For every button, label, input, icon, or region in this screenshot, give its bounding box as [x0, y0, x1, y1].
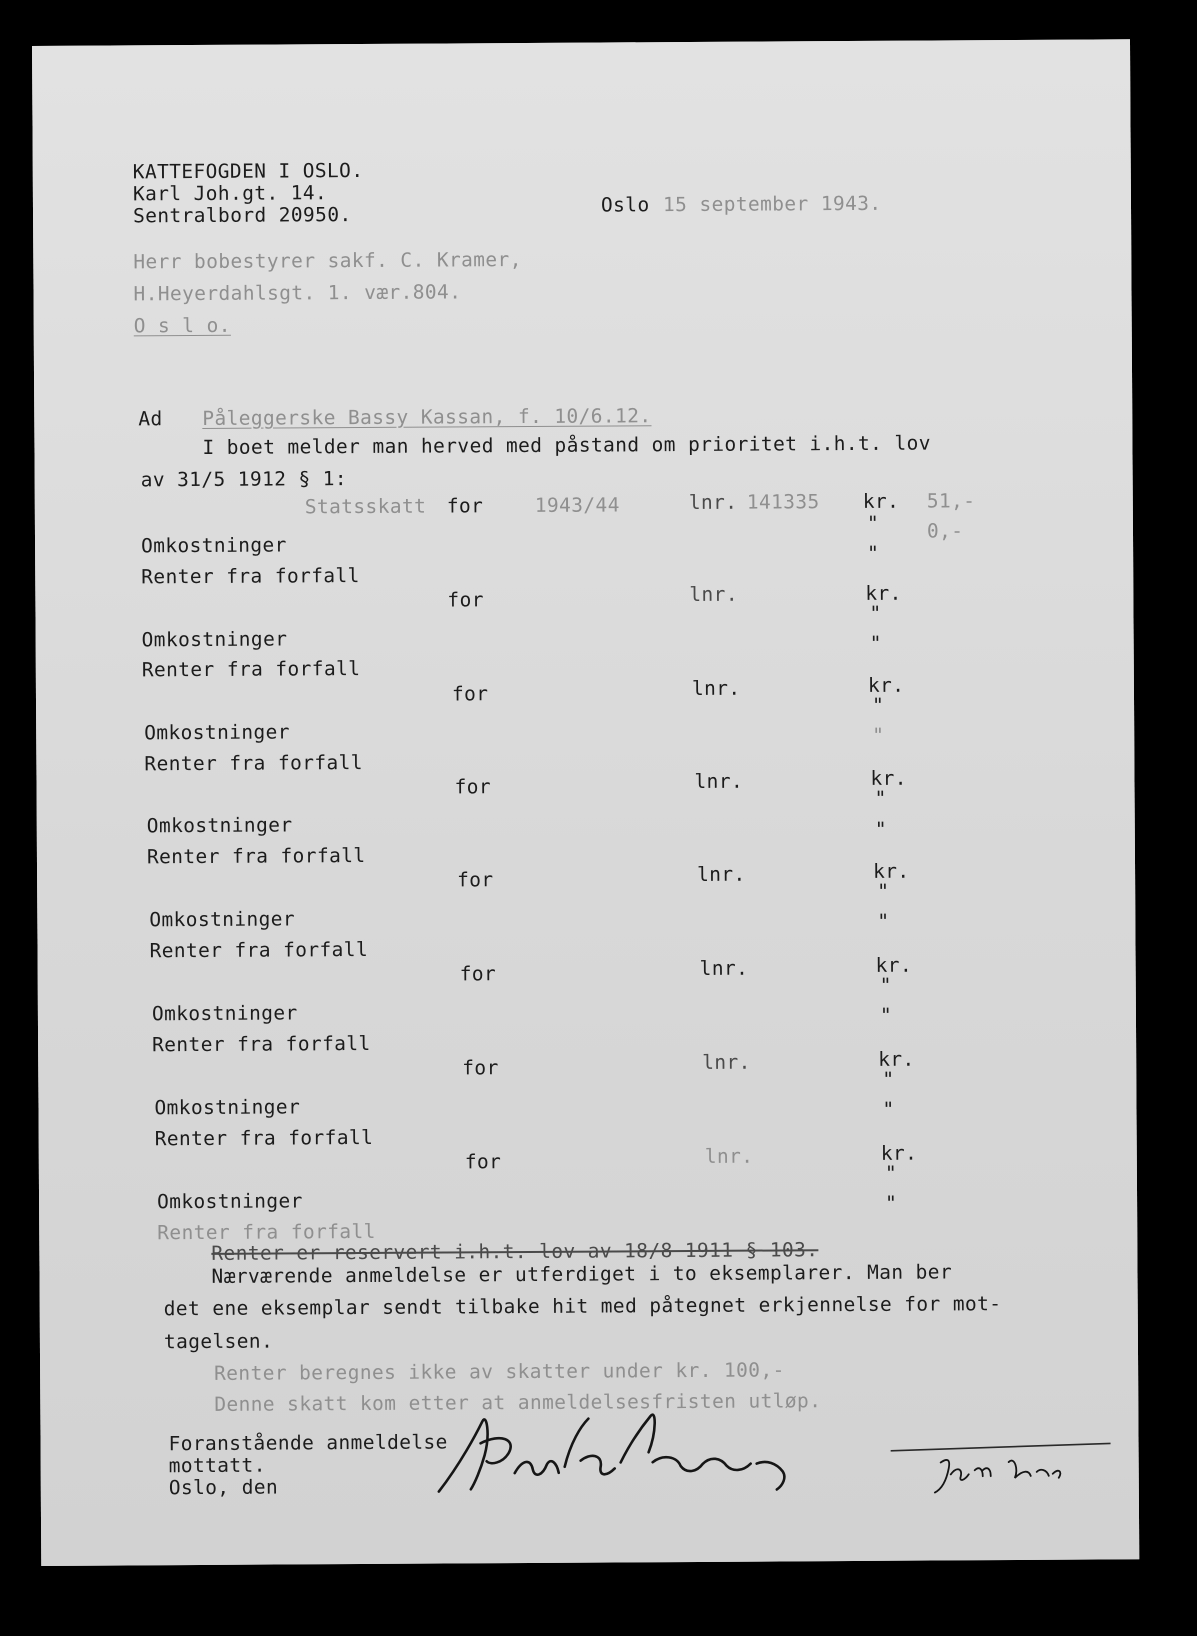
- row-kr: kr.: [870, 766, 907, 790]
- renter-label: Renter fra forfall: [152, 1031, 371, 1057]
- ditto-mark: ": [879, 1003, 893, 1027]
- row-for: for: [451, 682, 489, 706]
- omkostninger-label: Omkostninger: [149, 907, 296, 932]
- row-lnr: lnr.: [691, 676, 741, 700]
- row-for: for: [462, 1056, 499, 1080]
- row-lnr: lnr.: [699, 956, 749, 980]
- ditto-mark: ": [869, 631, 882, 655]
- row-for: for: [457, 868, 494, 892]
- ditto-mark: ": [874, 817, 888, 841]
- row-for: for: [464, 1150, 502, 1174]
- row-kr: kr.: [875, 953, 913, 977]
- ditto-mark: ": [879, 973, 892, 997]
- receipt-line-1: Foranstående anmeldelse: [168, 1430, 448, 1456]
- renter-label: Renter fra forfall: [154, 1125, 374, 1151]
- initials-signature: [891, 1439, 1121, 1500]
- ditto-mark: ": [882, 1097, 895, 1121]
- office-phone: Sentralbord 20950.: [132, 203, 352, 228]
- document-page: [32, 39, 1139, 1566]
- receipt-line-3: Oslo, den: [168, 1475, 279, 1500]
- omkostninger-label: Omkostninger: [144, 720, 290, 745]
- footer-return: det ene eksemplar sendt tilbake hit med påtegnet erkjennelse for mot-: [163, 1292, 1002, 1321]
- renter-label: Renter fra forfall: [141, 564, 360, 589]
- footer-interest-note: Renter beregnes ikke av skatter under kr. 100,-: [214, 1358, 785, 1385]
- footer-receipt: tagelsen.: [163, 1329, 274, 1354]
- claim-lnr: 141335: [746, 490, 820, 514]
- recipient-address: H.Heyerdahlsgt. 1. vær.804.: [133, 280, 462, 306]
- row-kr: kr.: [880, 1141, 918, 1165]
- row-lnr: lnr.: [704, 1144, 754, 1168]
- office-name: KATTEFOGDEN I OSLO.: [132, 158, 364, 184]
- omkostninger-label: Omkostninger: [154, 1095, 301, 1120]
- subject-name: Påleggerske Bassy Kassan, f. 10/6.12.: [202, 404, 652, 430]
- renter-label: Renter fra forfall: [157, 1219, 376, 1245]
- claim-type: Statsskatt: [304, 494, 427, 519]
- claim-kr: kr.: [862, 489, 900, 513]
- ditto-mark: ": [869, 601, 882, 625]
- omkostninger-label: Omkostninger: [151, 1001, 298, 1026]
- row-kr: kr.: [878, 1047, 915, 1071]
- omkostninger-label: Omkostninger: [156, 1189, 303, 1214]
- recipient-name: Herr bobestyrer sakf. C. Kramer,: [133, 248, 522, 274]
- ditto-mark: ": [867, 541, 880, 565]
- footer-reserved: Renter er reservert i.h.t. lov av 18/8 1911 § 103.: [211, 1238, 819, 1265]
- claim-amount: 51,-: [926, 489, 976, 513]
- row-lnr: lnr.: [697, 862, 746, 886]
- ditto-mark: ": [866, 511, 880, 535]
- intro-line-1: I boet melder man herved med påstand om prioritet i.h.t. lov: [202, 431, 931, 459]
- letter-date: 15 september 1943.: [662, 191, 882, 217]
- recipient-city: O s l o.: [133, 313, 231, 338]
- intro-line-2: av 31/5 1912 § 1:: [140, 467, 348, 492]
- office-address: Karl Joh.gt. 14.: [132, 181, 328, 206]
- claim-lnr-label: lnr.: [688, 490, 738, 514]
- claim-year: 1943/44: [534, 493, 620, 517]
- row-for: for: [454, 775, 492, 799]
- signature: [430, 1401, 821, 1503]
- footer-deadline-note: Denne skatt kom etter at anmeldelsesfristen utløp.: [214, 1389, 822, 1416]
- renter-label: Renter fra forfall: [146, 843, 366, 869]
- omkostninger-label: Omkostninger: [140, 533, 287, 558]
- row-kr: kr.: [872, 859, 910, 883]
- row-lnr: lnr.: [689, 582, 738, 606]
- row-kr: kr.: [865, 581, 902, 605]
- omkostninger-label: Omkostninger: [146, 813, 293, 838]
- omkostninger-label: Omkostninger: [141, 627, 288, 652]
- ditto-mark: ": [882, 1067, 895, 1091]
- claim-for: for: [446, 494, 484, 518]
- ditto-mark: ": [872, 723, 885, 747]
- row-lnr: lnr.: [694, 769, 744, 793]
- row-for: for: [447, 588, 484, 612]
- receipt-line-2: mottatt.: [168, 1453, 266, 1478]
- footer-copies: Nærværende anmeldelse er utferdiget i to eksemplarer. Man ber: [211, 1260, 953, 1288]
- place-label: Oslo: [600, 193, 650, 217]
- claim-amount-2: 0,-: [926, 519, 964, 543]
- renter-label: Renter fra forfall: [144, 750, 363, 776]
- ditto-mark: ": [877, 879, 890, 903]
- renter-label: Renter fra forfall: [149, 937, 369, 963]
- row-for: for: [459, 962, 497, 986]
- subject-prefix: Ad: [138, 407, 163, 431]
- renter-label: Renter fra forfall: [141, 657, 361, 682]
- ditto-mark: ": [871, 693, 885, 717]
- ditto-mark: ": [877, 909, 890, 933]
- ditto-mark: ": [885, 1191, 898, 1215]
- row-lnr: lnr.: [702, 1050, 751, 1074]
- row-kr: kr.: [867, 673, 905, 697]
- ditto-mark: ": [874, 786, 887, 810]
- ditto-mark: ": [884, 1161, 898, 1185]
